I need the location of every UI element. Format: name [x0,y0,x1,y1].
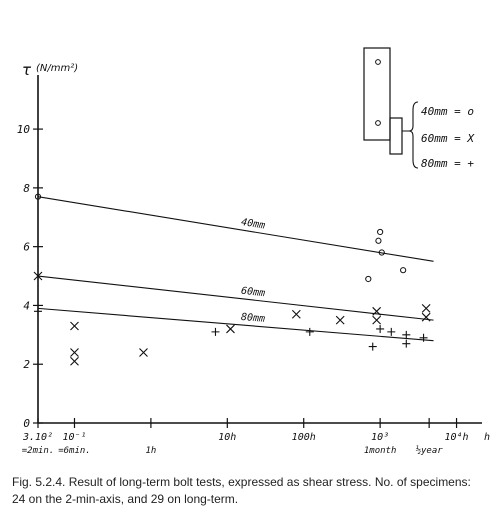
y-tick-label: 8 [23,181,30,195]
trend-lines [38,197,434,341]
x-tick-sublabel: 1h [145,446,157,456]
x-tick-sublabel: =6min. [58,446,91,456]
data-point-60mm [70,348,78,356]
data-point-80mm [387,328,395,336]
x-tick-label: 10³ [371,432,390,443]
specimen-inset [364,48,475,170]
y-tick-label: 0 [23,417,30,430]
data-point-60mm [70,322,78,330]
x-tick-label: 10⁴h [444,432,469,443]
y-tick-label: 4 [23,299,30,313]
trend-label-80mm: 80mm [240,311,266,325]
data-point-60mm [336,316,344,324]
data-point-60mm [70,357,78,365]
specimen-plate [364,48,390,140]
trend-line-40mm [38,197,434,262]
x-tick-sublabel: 1month [363,446,397,456]
data-point-80mm [306,328,314,336]
x-axis-label: h [484,432,491,443]
data-point-40mm [366,276,371,281]
trend-label-60mm: 60mm [240,285,266,300]
figure-caption: Fig. 5.2.4. Result of long-term bolt tests, expressed as shear stress. No. of specimens: 24 on the 2-min-axis, and 29 on long-term. [12,475,471,506]
bolt-hole-bottom [376,121,381,126]
data-points [34,194,430,365]
legend-brace [409,102,418,168]
data-point-80mm [376,325,384,333]
data-point-60mm [422,313,430,321]
data-point-60mm [226,325,234,333]
y-tick-label: 10 [16,123,30,137]
data-point-80mm [402,331,410,339]
x-tick-sublabel: ½year [415,446,443,456]
specimen-side-plate [390,118,402,154]
x-tick-label: 100h [291,432,316,443]
y-axis-unit: (N/mm²) [36,63,79,74]
x-tick-sublabel: =2min. [21,446,55,456]
trend-label-40mm: 40mm [240,216,266,232]
y-tick-label: 2 [23,358,30,372]
legend-entry: 60mm = X [421,132,474,145]
x-tick-label: 3.10² [22,432,54,443]
data-point-80mm [402,340,410,348]
data-point-80mm [211,328,219,336]
legend-entry: 80mm = + [421,157,474,170]
bolt-hole-top [376,60,381,65]
y-tick-label: 6 [23,240,30,254]
data-point-40mm [376,238,381,243]
data-point-80mm [369,343,377,351]
data-point-60mm [139,348,147,356]
data-point-60mm [422,304,430,312]
x-tick-label: 10h [218,432,237,443]
legend-entry: 40mm = o [421,105,474,118]
data-point-40mm [401,268,406,273]
data-point-60mm [292,310,300,318]
data-point-60mm [373,316,381,324]
y-axis-label: τ [22,61,32,79]
data-point-40mm [378,229,383,234]
x-tick-label: 10⁻¹ [62,432,87,443]
